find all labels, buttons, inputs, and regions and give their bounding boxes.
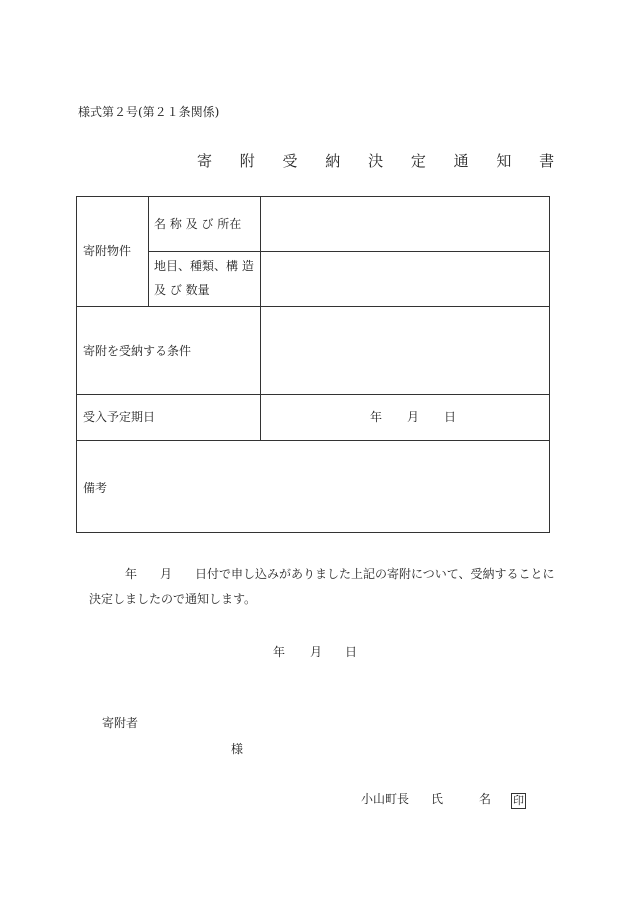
land-category-label-line1: 地目、種類、構 造 bbox=[154, 259, 254, 273]
notice-month: 月 bbox=[160, 567, 173, 581]
scheduled-date-day: 日 bbox=[444, 410, 457, 424]
conditions-label: 寄附を受納する条件 bbox=[83, 344, 192, 358]
issue-date-year: 年 bbox=[273, 645, 286, 659]
donation-table bbox=[76, 196, 550, 533]
remarks-label: 備考 bbox=[83, 481, 108, 495]
scheduled-date-year: 年 bbox=[370, 410, 383, 424]
issue-date-day: 日 bbox=[345, 645, 358, 659]
form-number: 様式第２号(第２１条関係) bbox=[78, 105, 220, 119]
land-category-label-line2: 及 び 数量 bbox=[154, 283, 210, 297]
name-location-label: 名 称 及 び 所在 bbox=[154, 217, 242, 231]
issue-date-month: 月 bbox=[310, 645, 323, 659]
table-divider bbox=[77, 440, 549, 441]
notice-line1: 日付で申し込みがありました上記の寄附について、受納することに bbox=[195, 567, 555, 581]
name-label-2: 名 bbox=[479, 792, 492, 806]
document-title: 寄 附 受 納 決 定 通 知 書 bbox=[197, 152, 566, 170]
table-divider bbox=[260, 197, 261, 440]
notice-year: 年 bbox=[125, 567, 138, 581]
table-divider bbox=[77, 306, 549, 307]
recipient-honorific: 様 bbox=[231, 742, 244, 756]
scheduled-date-month: 月 bbox=[407, 410, 420, 424]
notice-line2: 決定しましたので通知します。 bbox=[89, 592, 257, 606]
table-divider bbox=[148, 251, 550, 252]
table-divider bbox=[77, 394, 549, 395]
seal-mark: 印 bbox=[513, 794, 524, 807]
recipient-label: 寄附者 bbox=[102, 716, 139, 730]
scheduled-date-label: 受入予定期日 bbox=[83, 410, 156, 424]
mayor-title: 小山町長 bbox=[361, 792, 410, 806]
donation-item-label: 寄附物件 bbox=[83, 244, 132, 258]
name-label-1: 氏 bbox=[431, 792, 444, 806]
